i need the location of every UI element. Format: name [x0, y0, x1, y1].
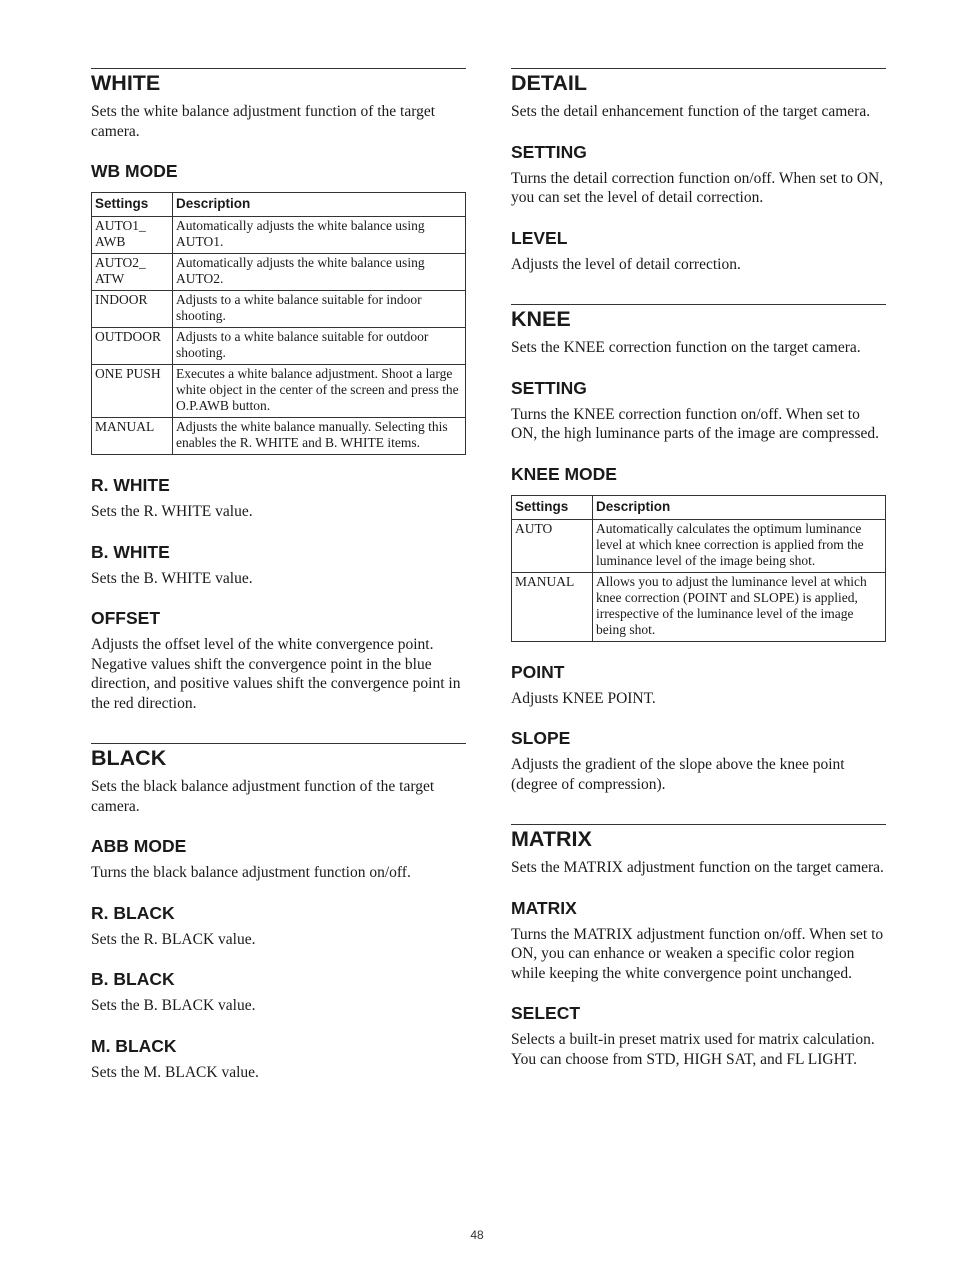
- table-cell-setting: AUTO1_ AWB: [92, 217, 173, 254]
- subsection-title-point: POINT: [511, 661, 565, 682]
- table-row: [92, 418, 466, 455]
- table-row: [92, 254, 466, 291]
- table-row: [92, 217, 466, 254]
- table-row: [512, 519, 886, 572]
- b-black-text: Sets the B. BLACK value.: [91, 997, 256, 1014]
- table-cell-description: Automatically adjusts the white balance using AUTO1.: [173, 217, 466, 254]
- table-cell-setting: MANUAL: [92, 418, 173, 455]
- table-row: [92, 291, 466, 328]
- table-cell-description: Adjusts to a white balance suitable for indoor shooting.: [173, 291, 466, 328]
- subsection-title-knee-mode: KNEE MODE: [511, 463, 617, 484]
- subsection-title-r-black: R. BLACK: [91, 902, 175, 923]
- wb-mode-table: [91, 192, 466, 455]
- section-title-detail: DETAIL: [511, 68, 886, 96]
- subsection-title-r-white: R. WHITE: [91, 475, 170, 495]
- table-cell-description: Adjusts to a white balance suitable for outdoor shooting.: [173, 328, 466, 365]
- section-title-black: BLACK: [91, 743, 466, 771]
- matrix-text: Turns the MATRIX adjustment function on/off. When set to ON, you can enhance or weaken a specific color region while keeping the white convergence point unchanged.: [511, 925, 884, 982]
- subsection-title-offset: OFFSET: [91, 608, 161, 628]
- table-row: [512, 572, 886, 641]
- table-cell-description: Adjusts the white balance manually. Selecting this enables the R. WHITE and B. WHITE items.: [173, 418, 466, 455]
- table-header-description: Description: [173, 193, 466, 217]
- level-text: Adjusts the level of detail correction.: [511, 255, 741, 273]
- white-intro: Sets the white balance adjustment function of the target camera.: [91, 103, 436, 140]
- detail-intro: Sets the detail enhancement function of the target camera.: [511, 103, 871, 120]
- table-cell-setting: MANUAL: [512, 572, 593, 641]
- page-number: 48: [470, 1228, 484, 1242]
- left-column: [91, 68, 466, 1082]
- knee-intro: Sets the KNEE correction function on the target camera.: [511, 339, 861, 356]
- subsection-title-matrix: MATRIX: [511, 897, 577, 918]
- r-white-text: Sets the R. WHITE value.: [91, 503, 253, 520]
- offset-text: Adjusts the offset level of the white convergence point. Negative values shift the convergence point in the blue direction, and positive values shift the convergence point in the red direction.: [91, 636, 461, 712]
- knee-mode-table: [511, 495, 886, 642]
- section-title-matrix: MATRIX: [511, 824, 886, 852]
- subsection-title-slope: SLOPE: [511, 728, 571, 748]
- table-cell-description: Automatically adjusts the white balance using AUTO2.: [173, 254, 466, 291]
- subsection-title-knee-setting: SETTING: [511, 377, 587, 398]
- table-header-settings: Settings: [92, 193, 173, 217]
- subsection-title-wb-mode: WB MODE: [91, 161, 178, 181]
- table-row: [92, 328, 466, 365]
- abb-mode-text: Turns the black balance adjustment function on/off.: [91, 864, 411, 881]
- right-column: [511, 68, 886, 1069]
- table-cell-description: Executes a white balance adjustment. Shoot a large white object in the center of the screen and press the O.P.AWB button.: [173, 365, 466, 418]
- subsection-title-select: SELECT: [511, 1003, 581, 1023]
- point-text: Adjusts KNEE POINT.: [511, 689, 656, 707]
- detail-setting-text: Turns the detail correction function on/off. When set to ON, you can set the level of detail correction.: [511, 169, 884, 206]
- table-header-description: Description: [593, 495, 886, 519]
- section-title-white: WHITE: [91, 68, 466, 96]
- subsection-title-b-black: B. BLACK: [91, 969, 175, 989]
- section-title-knee: KNEE: [511, 304, 886, 332]
- table-header-row: [512, 495, 886, 519]
- b-white-text: Sets the B. WHITE value.: [91, 569, 253, 587]
- subsection-title-abb-mode: ABB MODE: [91, 836, 187, 856]
- table-cell-setting: OUTDOOR: [92, 328, 173, 365]
- table-cell-setting: AUTO: [512, 519, 593, 572]
- r-black-text: Sets the R. BLACK value.: [91, 930, 256, 948]
- table-cell-description: Allows you to adjust the luminance level at which knee correction (POINT and SLOPE) is applied, irrespective of the luminance level of the image being shot.: [593, 572, 886, 641]
- subsection-title-detail-setting: SETTING: [511, 141, 587, 162]
- subsection-title-level: LEVEL: [511, 227, 568, 248]
- table-row: [92, 365, 466, 418]
- slope-text: Adjusts the gradient of the slope above the knee point (degree of compression).: [511, 756, 845, 793]
- m-black-text: Sets the M. BLACK value.: [91, 1063, 259, 1081]
- select-text: Selects a built-in preset matrix used for matrix calculation. You can choose from STD, HIGH SAT, and FL LIGHT.: [511, 1031, 875, 1068]
- table-header-settings: Settings: [512, 495, 593, 519]
- table-cell-description: Automatically calculates the optimum luminance level at which knee correction is applied from the luminance level of the image being shot.: [593, 519, 886, 572]
- subsection-title-b-white: B. WHITE: [91, 541, 170, 562]
- table-cell-setting: ONE PUSH: [92, 365, 173, 418]
- table-cell-setting: AUTO2_ ATW: [92, 254, 173, 291]
- table-header-row: [92, 193, 466, 217]
- knee-setting-text: Turns the KNEE correction function on/off. When set to ON, the high luminance parts of the image are compressed.: [511, 405, 880, 442]
- matrix-intro: Sets the MATRIX adjustment function on the target camera.: [511, 859, 884, 876]
- black-intro: Sets the black balance adjustment function of the target camera.: [91, 778, 435, 815]
- table-cell-setting: INDOOR: [92, 291, 173, 328]
- subsection-title-m-black: M. BLACK: [91, 1035, 177, 1056]
